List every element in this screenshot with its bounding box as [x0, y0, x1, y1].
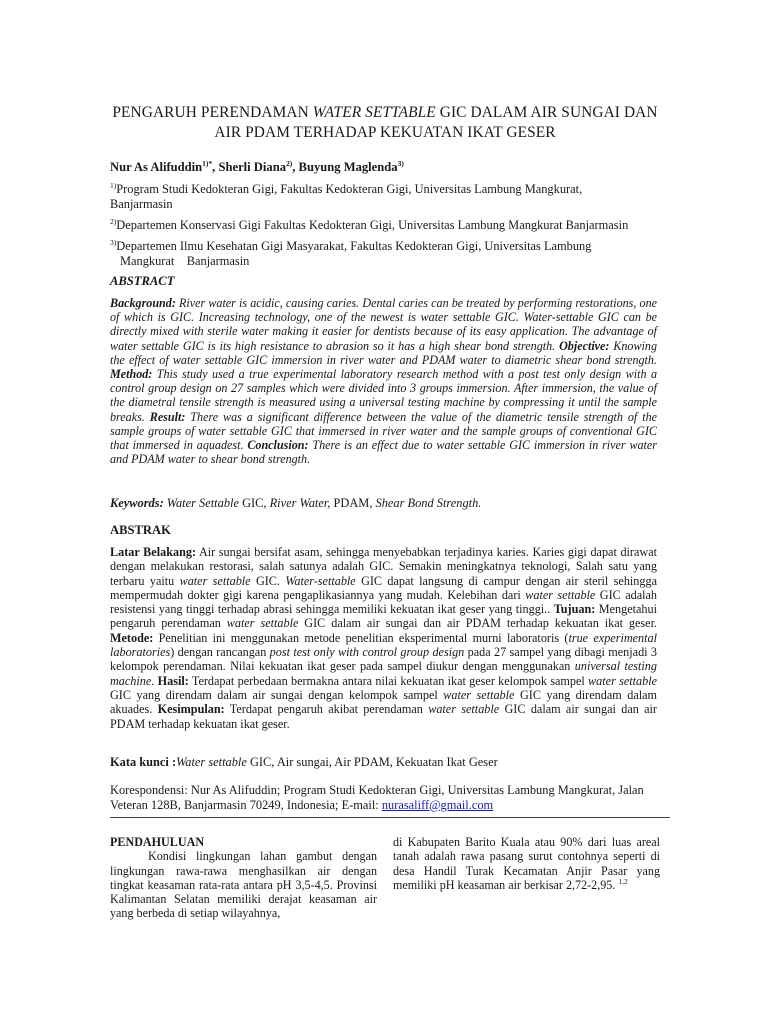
section-divider	[110, 817, 670, 818]
body-paragraph: Kondisi lingkungan lahan gambut dengan lingkungan rawa-rawa menghasilkan air dengan tingkat keasaman rata-rata antara pH 3,5-4,5. Provinsi Kalimantan Selatan memiliki derajat keasaman air yang berbeda di setiap wilayahnya,	[110, 849, 377, 921]
abstrak-heading: ABSTRAK	[110, 523, 171, 537]
keywords-indonesian: Kata kunci :Water settable GIC, Air sungai, Air PDAM, Kekuatan Ikat Geser	[110, 755, 498, 769]
affiliation-2: $^{2)}$Departemen Konservasi Gigi Fakultas Kedokteran Gigi, Universitas Lambung Mangkurat Banjarmasin	[110, 217, 629, 232]
author-name: Buyung Maglenda	[298, 160, 398, 174]
author-name: Nur As Alifuddin	[110, 160, 203, 174]
correspondence: Korespondensi: Nur As Alifuddin; Program Studi Kedokteran Gigi, Universitas Lambung Mangkurat, Jalan Veteran 128B, Banjarmasin 70249, Indonesia; E-mail: nurasaliff@gmail.com	[110, 783, 644, 812]
body-column-left	[110, 835, 377, 921]
affiliation-1: $^{1)}$Program Studi Kedokteran Gigi, Fakultas Kedokteran Gigi, Universitas Lambung Mangkurat, Banjarmasin	[110, 181, 583, 211]
affiliation-3: $^{3)}$Departemen Ilmu Kesehatan Gigi Masyarakat, Fakultas Kedokteran Gigi, Universitas Lambung Mangkurat Banjarmasin	[110, 238, 592, 268]
author-list: Nur As Alifuddin$^{1)*}$, Sherli Diana$^{2)}$, Buyung Maglenda$^{3)}$	[110, 159, 404, 174]
body-column-right	[393, 835, 660, 892]
paper-title: PENGARUH PERENDAMAN WATER SETTABLE GIC DALAM AIR SUNGAI DAN AIR PDAM TERHADAP KEKUATAN IKAT GESER	[112, 104, 658, 141]
email-link[interactable]: nurasaliff@gmail.com	[381, 797, 494, 812]
keywords-english: Keywords: Water Settable GIC, River Water, PDAM, Shear Bond Strength.	[110, 496, 482, 510]
abstract-indonesian: Latar Belakang: Air sungai bersifat asam, sehingga menyebabkan terjadinya karies. Karies gigi dapat dirawat dengan melakukan restorasi, salah satunya adalah GIC. Semakin meningkatnya teknologi, Salah satu yang terbaru yaitu water settable GIC. Water-settable GIC dapat langsung di campur dengan air steril sehingga mempermudah dokter gigi karena pengaplikasiannya yang mudah. Kelebihan dari water settable GIC adalah resistensi yang tinggi terhadap abrasi sehingga memiliki kekuatan ikat geser yang tinggi.. Tujuan: Mengetahui pengaruh perendaman water settable GIC dalam air sungai dan air PDAM terhadap kekuatan ikat geser. Metode: Penelitian ini menggunakan metode penelitian eksperimental murni laboratoris (true experimental laboratories) dengan rancangan post test only with control group design pada 27 sampel yang dibagi menjadi 3 kelompok perendaman. Nilai kekuatan ikat geser pada sampel diukur dengan menggunakan universal testing machine. Hasil: Terdapat perbedaan bermakna antara nilai kekuatan ikat geser kelompok sampel water settable GIC yang direndam dalam air sungai dengan kelompok sampel water settable GIC yang direndam dalam akuades. Kesimpulan: Terdapat pengaruh akibat perendaman water settable GIC dalam air sungai dan air PDAM terhadap kekuatan ikat geser.	[110, 545, 658, 731]
abstract-english: Background: River water is acidic, causing caries. Dental caries can be treated by performing restorations, one of which is GIC. Increasing technology, one of the newest is water settable GIC. Water-settable GIC can be directly mixed with sterile water making it easier for dentists because of its easy application. The advantage of water settable GIC is its high resistance to abrasion so it has a high shear bond strength. Objective: Knowing the effect of water settable GIC immersion in river water and PDAM water to diametric shear bond strength. Method: This study used a true experimental laboratory research method with a post test only design with a control group design on 27 samples which were divided into 3 groups immersion. After immersion, the value of the diametral tensile strength is measured using a universal testing machine by compressing it until the sample breaks. Result: There was a significant difference between the value of the diametric tensile strength of the sample groups of water settable GIC that immersed in river water and the sample groups of conventional GIC that immersed in aquadest. Conclusion: There is an effect due to water settable GIC immersion in river water and PDAM water to shear bond strength.	[110, 296, 657, 467]
author-name: Sherli Diana	[218, 160, 286, 174]
section-heading: PENDAHULUAN	[110, 835, 205, 849]
abstract-heading: ABSTRACT	[110, 274, 175, 288]
body-paragraph: di Kabupaten Barito Kuala atau 90% dari luas areal tanah adalah rawa pasang surut contohnya seperti di desa Handil Turak Kecamatan Anjir Pasar yang memiliki pH keasaman air berkisar 2,72-2,95. $^{1,2}$	[393, 835, 660, 892]
